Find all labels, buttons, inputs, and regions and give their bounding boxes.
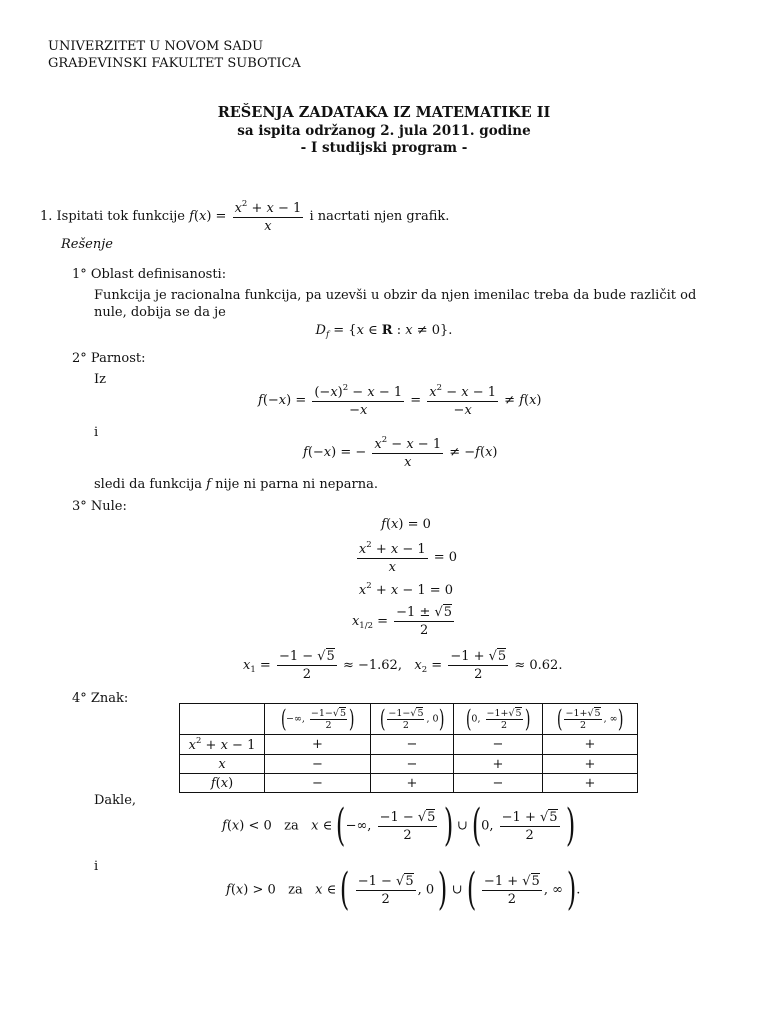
- iz-label: Iz: [94, 372, 106, 387]
- sign-cell: −: [371, 735, 454, 755]
- i-label-parity: i: [94, 425, 99, 440]
- sign-cell: −: [265, 774, 371, 793]
- negative-set-formula: f(x) < 0 za x ∈ (−∞, $\frac{-1 - √5}{2}$ ) ∪ (0, $\frac{-1 + √5}{2}$ ): [222, 800, 575, 851]
- sign-row-numerator: [180, 735, 638, 755]
- zeros-eq-1: f(x) = 0: [381, 517, 431, 532]
- section-1-heading: 1° Oblast definisanosti:: [72, 267, 227, 282]
- sign-cell: +: [543, 735, 638, 755]
- study-program: - I studijski program -: [300, 140, 468, 156]
- za-label-2: za: [288, 882, 303, 898]
- domain-formula: $D_f = \{x$ ∈ R : x ≠ 0}.: [315, 323, 453, 340]
- task-intro: 1. Ispitati tok funkcije: [40, 209, 185, 224]
- task-statement: 1. Ispitati tok funkcije f(x) = $\frac{x^2 + x - 1}{x}$ i nacrtati njen grafik.: [40, 199, 450, 234]
- solution-label: Rešenje: [61, 237, 113, 252]
- interval-header-1: (−∞, $\frac{-1-√5}{2}$ ): [265, 704, 371, 735]
- row-label-denominator: x: [180, 755, 265, 774]
- sign-cell: −: [265, 755, 371, 774]
- parity-formula-2: f(−x) = − $\frac{x^2 - x - 1}{x}$ ≠ −f(x): [303, 435, 498, 470]
- sign-table: [179, 703, 638, 793]
- section-1-text-2: nule, dobija se da je: [94, 305, 226, 320]
- dakle-label: Dakle,: [94, 793, 137, 808]
- x2-approx: ≈ 0.62.: [514, 658, 563, 673]
- za-label-1: za: [284, 818, 299, 834]
- sign-cell: −: [454, 774, 543, 793]
- sign-cell: +: [371, 774, 454, 793]
- interval-header-4: ( $\frac{-1+√5}{2}$ , ∞): [543, 704, 638, 735]
- section-1-text-1: Funkcija je racionalna funkcija, pa uzevši u obzir da njen imenilac treba da bude različit od: [94, 288, 697, 303]
- parity-conclusion-a: sledi da funkcija: [94, 477, 202, 492]
- zeros-eq-3: $x^2 + x - 1 = 0$: [358, 581, 454, 598]
- sign-table-corner: [180, 704, 265, 735]
- document-subtitle: sa ispita održanog 2. jula 2011. godine: [237, 123, 531, 139]
- row-label-numerator: $x^2 + x - 1$: [180, 735, 265, 755]
- zeros-result: $x_1$ = $\frac{-1 - √5}{2}$ ≈ −1.62, $x_2$ = $\frac{-1 + √5}{2}$ ≈ 0.62.: [243, 649, 563, 682]
- i-label-sign: i: [94, 859, 99, 874]
- section-3-heading: 3° Nule:: [72, 499, 127, 514]
- zeros-eq-2: $\frac{x^2 + x - 1}{x}$ = 0: [358, 540, 458, 575]
- x1-approx: ≈ −1.62,: [342, 658, 402, 673]
- zeros-eq-4: $x_{1/2}$ = $\frac{-1 \pm √5}{2}$: [351, 605, 453, 638]
- parity-conclusion-b: nije ni parna ni neparna.: [215, 477, 378, 492]
- parity-formula-1: f(−x) = $\frac{(-x)^2 - x - 1}{-x}$ = $\frac{x^2 - x - 1}{-x}$ ≠ f(x): [258, 383, 542, 418]
- sign-cell: +: [543, 774, 638, 793]
- sign-cell: −: [454, 735, 543, 755]
- positive-set-formula: f(x) > 0 za x ∈ ( $\frac{-1 - √5}{2}$ , 0 ) ∪ ( $\frac{-1 + √5}{2}$ , ∞ ).: [226, 864, 581, 915]
- interval-header-2: ( $\frac{-1-√5}{2}$ , 0): [371, 704, 454, 735]
- parity-conclusion: sledi da funkcija f nije ni parna ni neparna.: [94, 477, 378, 492]
- section-2-heading: 2° Parnost:: [72, 351, 146, 366]
- faculty-name: GRAĐEVINSKI FAKULTET SUBOTICA: [48, 56, 301, 71]
- sign-cell: +: [265, 735, 371, 755]
- row-label-function: f(x): [180, 774, 265, 793]
- sign-row-denominator: [180, 755, 638, 774]
- sign-cell: +: [543, 755, 638, 774]
- interval-header-3: (0, $\frac{-1+√5}{2}$ ): [454, 704, 543, 735]
- sign-cell: +: [454, 755, 543, 774]
- sign-cell: −: [371, 755, 454, 774]
- document-title: REŠENJA ZADATAKA IZ MATEMATIKE II: [217, 104, 551, 121]
- task-outro: i nacrtati njen grafik.: [309, 209, 450, 224]
- sign-row-function: [180, 774, 638, 793]
- section-4-heading: 4° Znak:: [72, 691, 129, 706]
- university-name: UNIVERZITET U NOVOM SADU: [48, 39, 264, 54]
